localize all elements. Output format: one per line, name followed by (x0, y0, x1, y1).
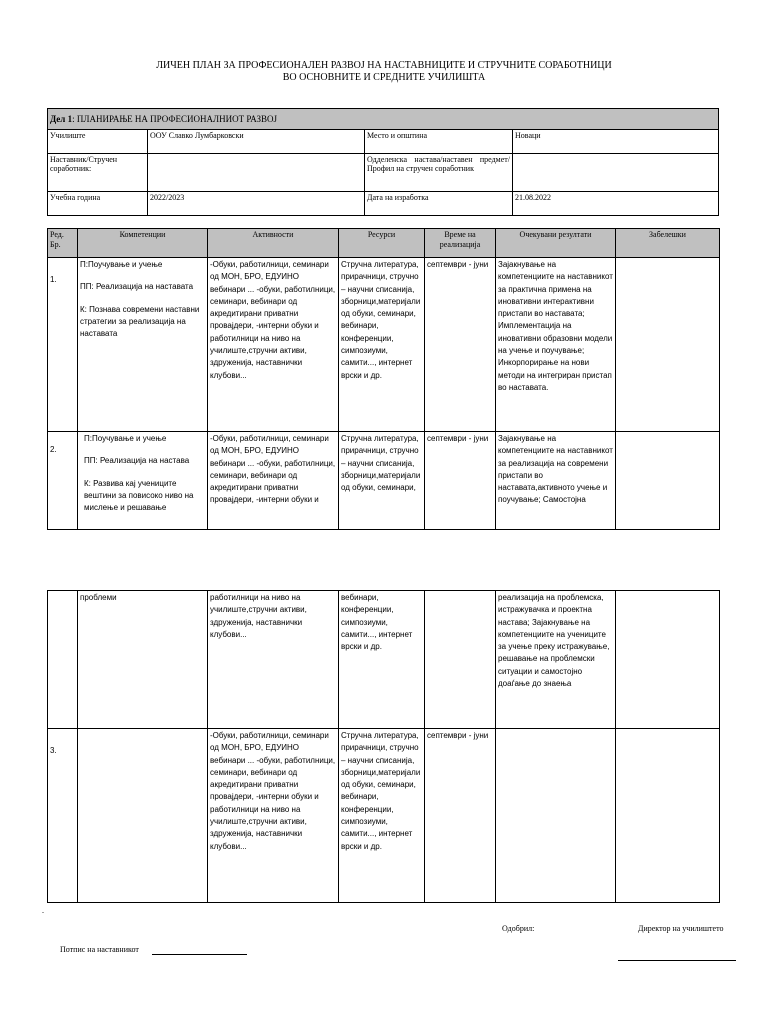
notes-cell (616, 591, 720, 729)
subject-label: Одделенска настава/наставен предмет/Профил на стручен соработник (365, 154, 513, 192)
page-title-line-2: ВО ОСНОВНИТЕ И СРЕДНИТЕ УЧИЛИШТА (282, 72, 486, 83)
resources-cell: вебинари, конференции, симпозиуми, самити..., интернет врски и др. (339, 591, 425, 729)
resources-cell: Стручна литература, прирачници, стручно – научни списанија, зборници,материјали од обуки, семинари, вебинари, конференции, симпозиуми, самити..., интернет врски и др. (339, 258, 425, 432)
approved-label: Одобрил: (502, 924, 535, 933)
row-number: 3. (48, 729, 78, 903)
col-header-activities: Активности (208, 229, 339, 258)
school-value: ООУ Славко Лумбарковски (148, 130, 365, 154)
results-cell: Зајакнување на компетенциите на наставникот за практична примена на иновативни интерактивни пристапи во наставата; Имплементација на иновативни образовни модели на учење и поучување; Инкорпорирање на нови методи на интегриран пристап во наставата. (496, 258, 616, 432)
competence-item: К: Познава современи наставни стратегии за реализација на наставата (80, 304, 200, 339)
competences-table-continued (47, 590, 720, 903)
time-cell (425, 591, 496, 729)
part-title: : ПЛАНИРАЊЕ НА ПРОФЕСИОНАЛНИОТ РАЗВОЈ (72, 113, 277, 124)
notes-cell (616, 432, 720, 530)
table-row (48, 258, 720, 432)
notes-cell (616, 729, 720, 903)
part-label: Дел 1 (50, 113, 73, 124)
page-title-line-1: ЛИЧЕН ПЛАН ЗА ПРОФЕСИОНАЛЕН РАЗВОЈ НА НАСТАВНИЦИТЕ И СТРУЧНИТЕ СОРАБОТНИЦИ (156, 60, 612, 71)
competence-item: К: Развива кај учениците вештини за повисоко ниво на мислење и решавање (84, 478, 194, 513)
time-cell: септември - јуни (425, 729, 496, 903)
teacher-signature-label: Потпис на наставникот (60, 945, 139, 954)
results-cell: реализација на проблемска, истражувачка и проектна настава; Зајакнување на компетенциите на учениците за учење преку истражување, решавање на проблемски ситуации и самостојно доаѓање до знаења (496, 591, 616, 729)
competence-cell (78, 432, 208, 530)
col-header-time: Време на реализација (425, 229, 496, 258)
year-value: 2022/2023 (148, 192, 365, 216)
row-number (48, 591, 78, 729)
year-label: Учебна година (48, 192, 148, 216)
place-label: Место и општина (365, 130, 513, 154)
teacher-signature-line (152, 954, 247, 955)
competence-cell (78, 729, 208, 903)
stray-mark: . (42, 906, 44, 915)
competences-table (47, 228, 720, 530)
col-header-resources: Ресурси (339, 229, 425, 258)
teacher-value (148, 154, 365, 192)
subject-value (513, 154, 719, 192)
director-label: Директор на училиштето (638, 924, 724, 933)
activities-cell: -Обуки, работилници, семинари од МОН, БРО, ЕДУИНО вебинари ... -обуки, работилници, семинари, вебинари од акредитирани приватни провајдери, -интерни обуки и работилници на ниво на училиште,стручни активи, здруженија, наставнички клубови... (208, 258, 339, 432)
competence-cell: проблеми (78, 591, 208, 729)
competence-area: П:Поучување и учење (80, 260, 163, 269)
col-header-results: Очекувани резултати (496, 229, 616, 258)
row-number: 1. (48, 258, 78, 432)
resources-cell: Стручна литература, прирачници, стручно – научни списанија, зборници,материјали од обуки, семинари, вебинари, конференции, симпозиуми, самити..., интернет врски и др. (339, 729, 425, 903)
time-cell: септември - јуни (425, 432, 496, 530)
table-row (48, 591, 720, 729)
part-heading (48, 109, 719, 130)
director-signature-line (618, 960, 736, 961)
table-row (48, 729, 720, 903)
row-number: 2. (48, 432, 78, 530)
info-table (47, 108, 719, 216)
place-value: Новаци (513, 130, 719, 154)
time-cell: септември - јуни (425, 258, 496, 432)
activities-cell: работилници на ниво на училиште,стручни активи, здруженија, наставнички клубови... (208, 591, 339, 729)
date-label: Дата на изработка (365, 192, 513, 216)
competence-subarea: ПП: Реализација на наставата (80, 282, 194, 292)
teacher-label: Наставник/Стручен соработник: (48, 154, 148, 192)
competence-area: П:Поучување и учење (84, 434, 167, 443)
school-label: Училиште (48, 130, 148, 154)
activities-cell: -Обуки, работилници, семинари од МОН, БРО, ЕДУИНО вебинари ... -обуки, работилници, семинари, вебинари од акредитирани приватни провајдери, -интерни обуки и работилници на ниво на училиште,стручни активи, здруженија, наставнички клубови... (208, 729, 339, 903)
activities-cell: -Обуки, работилници, семинари од МОН, БРО, ЕДУИНО вебинари ... -обуки, работилници, семинари, вебинари од акредитирани приватни провајдери, -интерни обуки и (208, 432, 339, 530)
table-row (48, 432, 720, 530)
col-header-notes: Забелешки (616, 229, 720, 258)
col-header-competences: Компетенции (78, 229, 208, 258)
resources-cell: Стручна литература, прирачници, стручно – научни списанија, зборници,материјали од обуки, семинари, (339, 432, 425, 530)
results-cell: Зајакнување на компетенциите на наставникот за реализација на современи пристапи во наставата,активното учење и поучување; Самостојна (496, 432, 616, 530)
col-header-no: Ред. Бр. (48, 229, 78, 258)
date-value: 21.08.2022 (513, 192, 719, 216)
notes-cell (616, 258, 720, 432)
results-cell (496, 729, 616, 903)
competence-cell (78, 258, 208, 432)
competence-subarea: ПП: Реализација на настава (84, 456, 190, 466)
